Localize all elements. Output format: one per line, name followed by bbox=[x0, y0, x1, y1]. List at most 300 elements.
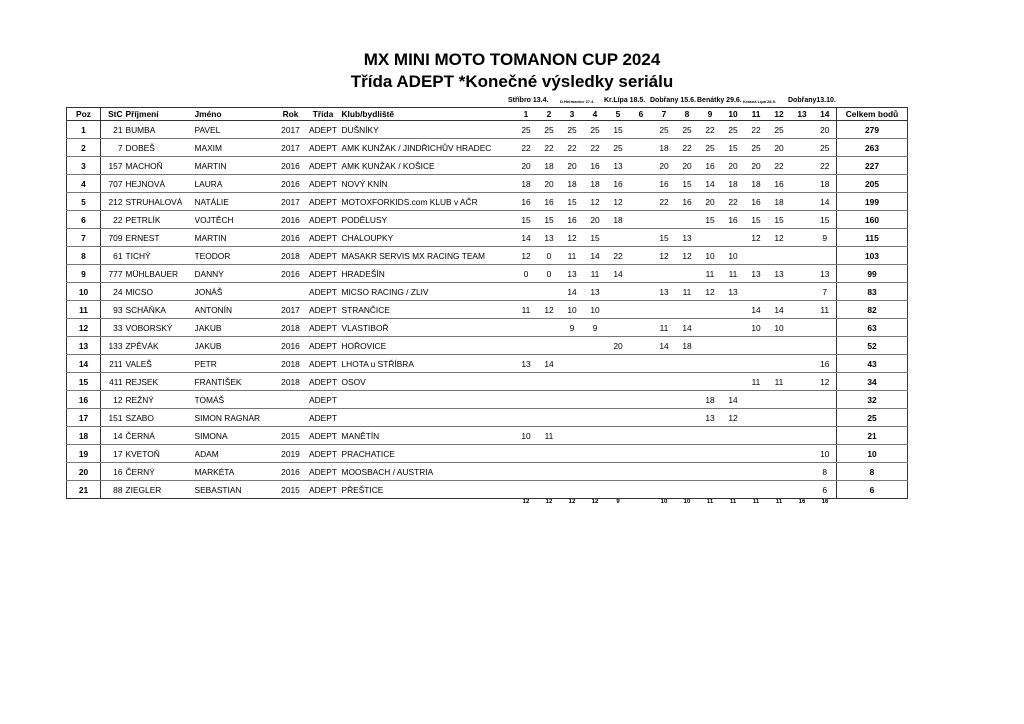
cell-club: HRADEŠÍN bbox=[340, 265, 515, 283]
cell-points bbox=[538, 319, 561, 337]
cell-points bbox=[538, 445, 561, 463]
table-row bbox=[67, 193, 908, 211]
cell-points bbox=[561, 355, 584, 373]
cell-points bbox=[814, 337, 837, 355]
cell-points bbox=[791, 391, 814, 409]
cell-count: 16 bbox=[821, 499, 829, 505]
cell-surname: ZPĚVÁK bbox=[123, 337, 195, 355]
cell-points: 18 bbox=[515, 175, 538, 193]
cell-points bbox=[653, 355, 676, 373]
cell-points bbox=[515, 373, 538, 391]
cell-points bbox=[607, 355, 630, 373]
cell-points: 8 bbox=[814, 463, 837, 481]
cell-points bbox=[745, 391, 768, 409]
cell-empty bbox=[275, 499, 307, 512]
cell-points: 18 bbox=[607, 211, 630, 229]
cell-points bbox=[584, 445, 607, 463]
cell-points bbox=[630, 247, 653, 265]
cell-year: 2016 bbox=[275, 337, 307, 355]
cell-class: ADEPT bbox=[307, 157, 340, 175]
cell-points: 14 bbox=[561, 283, 584, 301]
cell-points bbox=[607, 427, 630, 445]
cell-points: 22 bbox=[538, 139, 561, 157]
table-row bbox=[67, 157, 908, 175]
cell-points: 25 bbox=[676, 121, 699, 139]
cell-points: 20 bbox=[538, 175, 561, 193]
cell-points: 14 bbox=[676, 319, 699, 337]
cell-position: 15 bbox=[67, 373, 101, 391]
cell-year: 2016 bbox=[275, 175, 307, 193]
cell-year: 2017 bbox=[275, 193, 307, 211]
cell-points: 14 bbox=[584, 247, 607, 265]
cell-points bbox=[653, 481, 676, 499]
cell-points bbox=[630, 445, 653, 463]
cell-points: 18 bbox=[538, 157, 561, 175]
cell-points bbox=[745, 481, 768, 499]
cell-start-number: 709 bbox=[101, 229, 123, 247]
table-row bbox=[67, 337, 908, 355]
cell-total: 21 bbox=[837, 427, 908, 445]
cell-points: 12 bbox=[722, 409, 745, 427]
cell-points: 13 bbox=[699, 409, 722, 427]
cell-club: PODĚLUSY bbox=[340, 211, 515, 229]
cell-name: ADAM bbox=[195, 445, 275, 463]
cell-class: ADEPT bbox=[307, 445, 340, 463]
cell-class: ADEPT bbox=[307, 175, 340, 193]
cell-points: 14 bbox=[745, 301, 768, 319]
cell-name: PETR bbox=[195, 355, 275, 373]
cell-total: 99 bbox=[837, 265, 908, 283]
cell-year: 2019 bbox=[275, 445, 307, 463]
cell-points: 13 bbox=[653, 283, 676, 301]
cell-points: 11 bbox=[584, 265, 607, 283]
cell-points bbox=[676, 301, 699, 319]
cell-points bbox=[768, 355, 791, 373]
cell-points: 11 bbox=[538, 427, 561, 445]
cell-points bbox=[630, 373, 653, 391]
cell-points: 25 bbox=[699, 139, 722, 157]
cell-class: ADEPT bbox=[307, 463, 340, 481]
cell-club: MICSO RACING / ZLIV bbox=[340, 283, 515, 301]
cell-points bbox=[699, 445, 722, 463]
cell-points bbox=[722, 337, 745, 355]
cell-year: 2016 bbox=[275, 229, 307, 247]
table-row bbox=[67, 139, 908, 157]
cell-points bbox=[768, 481, 791, 499]
cell-points bbox=[653, 445, 676, 463]
cell-points: 12 bbox=[584, 193, 607, 211]
cell-total: 227 bbox=[837, 157, 908, 175]
cell-points bbox=[607, 481, 630, 499]
cell-points bbox=[699, 337, 722, 355]
cell-year: 2018 bbox=[275, 247, 307, 265]
cell-points bbox=[699, 373, 722, 391]
cell-points bbox=[630, 229, 653, 247]
cell-points: 16 bbox=[561, 211, 584, 229]
cell-points: 14 bbox=[653, 337, 676, 355]
cell-points bbox=[607, 391, 630, 409]
header-class: Třída bbox=[307, 108, 340, 121]
header-total: Celkem bodů bbox=[837, 108, 908, 121]
cell-total: 205 bbox=[837, 175, 908, 193]
cell-name: MAXIM bbox=[195, 139, 275, 157]
cell-points bbox=[791, 373, 814, 391]
cell-points bbox=[515, 409, 538, 427]
cell-points: 14 bbox=[814, 193, 837, 211]
page-subtitle: Třída ADEPT *Konečné výsledky seriálu bbox=[350, 72, 674, 91]
cell-points bbox=[768, 463, 791, 481]
cell-points: 15 bbox=[768, 211, 791, 229]
cell-points: 10 bbox=[814, 445, 837, 463]
cell-points: 15 bbox=[699, 211, 722, 229]
cell-total: 82 bbox=[837, 301, 908, 319]
cell-total: 10 bbox=[837, 445, 908, 463]
cell-surname: SCHÄŇKA bbox=[123, 301, 195, 319]
cell-points: 15 bbox=[722, 139, 745, 157]
cell-name: JAKUB bbox=[195, 319, 275, 337]
cell-points: 14 bbox=[538, 355, 561, 373]
cell-points bbox=[653, 265, 676, 283]
cell-year: 2016 bbox=[275, 463, 307, 481]
cell-club: OSOV bbox=[340, 373, 515, 391]
cell-points bbox=[676, 427, 699, 445]
cell-points bbox=[791, 481, 814, 499]
cell-points: 0 bbox=[538, 265, 561, 283]
cell-points bbox=[607, 445, 630, 463]
cell-points bbox=[791, 355, 814, 373]
cell-points bbox=[768, 337, 791, 355]
cell-points: 18 bbox=[768, 193, 791, 211]
cell-surname: ČERNÁ bbox=[123, 427, 195, 445]
cell-year: 2016 bbox=[275, 157, 307, 175]
cell-empty bbox=[195, 499, 275, 512]
cell-points bbox=[653, 373, 676, 391]
cell-points bbox=[745, 409, 768, 427]
cell-start-number: 17 bbox=[101, 445, 123, 463]
cell-points: 18 bbox=[653, 139, 676, 157]
cell-points bbox=[607, 409, 630, 427]
cell-year bbox=[275, 391, 307, 409]
cell-start-number: 93 bbox=[101, 301, 123, 319]
cell-club: VLASTIBOŘ bbox=[340, 319, 515, 337]
header-stc: StC bbox=[101, 108, 123, 121]
table-row bbox=[67, 319, 908, 337]
cell-name: MARTIN bbox=[195, 229, 275, 247]
cell-points: 20 bbox=[699, 193, 722, 211]
results-table bbox=[66, 107, 908, 511]
cell-points bbox=[561, 445, 584, 463]
header-race: 1 bbox=[515, 108, 538, 121]
cell-class: ADEPT bbox=[307, 139, 340, 157]
cell-points bbox=[584, 391, 607, 409]
cell-name: VOJTĚCH bbox=[195, 211, 275, 229]
table-row bbox=[67, 211, 908, 229]
cell-name: SIMONA bbox=[195, 427, 275, 445]
cell-points bbox=[791, 463, 814, 481]
cell-points: 18 bbox=[814, 175, 837, 193]
table-row bbox=[67, 229, 908, 247]
cell-surname: REŽNÝ bbox=[123, 391, 195, 409]
cell-points: 11 bbox=[515, 301, 538, 319]
cell-points bbox=[607, 319, 630, 337]
cell-count bbox=[630, 499, 653, 512]
cell-points: 9 bbox=[584, 319, 607, 337]
cell-points bbox=[676, 391, 699, 409]
cell-total: 83 bbox=[837, 283, 908, 301]
cell-position: 3 bbox=[67, 157, 101, 175]
cell-points bbox=[699, 229, 722, 247]
cell-points bbox=[676, 463, 699, 481]
cell-class: ADEPT bbox=[307, 319, 340, 337]
cell-surname: VOBORSKÝ bbox=[123, 319, 195, 337]
cell-points bbox=[630, 301, 653, 319]
cell-points: 9 bbox=[561, 319, 584, 337]
cell-class: ADEPT bbox=[307, 283, 340, 301]
cell-points bbox=[515, 391, 538, 409]
cell-points: 14 bbox=[768, 301, 791, 319]
cell-count: 9 bbox=[616, 499, 620, 505]
header-race: 9 bbox=[699, 108, 722, 121]
cell-points bbox=[561, 427, 584, 445]
cell-year: 2018 bbox=[275, 319, 307, 337]
cell-points: 20 bbox=[768, 139, 791, 157]
cell-position: 20 bbox=[67, 463, 101, 481]
cell-points bbox=[561, 391, 584, 409]
cell-points: 16 bbox=[814, 355, 837, 373]
cell-total: 103 bbox=[837, 247, 908, 265]
event-label: Stříbro 13.4. bbox=[508, 97, 549, 104]
cell-points bbox=[630, 283, 653, 301]
page-title: MX MINI MOTO TOMANON CUP 2024 bbox=[363, 50, 661, 69]
cell-points bbox=[584, 427, 607, 445]
cell-points: 22 bbox=[699, 121, 722, 139]
cell-points: 13 bbox=[538, 229, 561, 247]
event-label: Dobřany 15.6. bbox=[650, 97, 696, 104]
cell-points bbox=[768, 391, 791, 409]
cell-points: 9 bbox=[814, 229, 837, 247]
cell-class: ADEPT bbox=[307, 427, 340, 445]
cell-year: 2017 bbox=[275, 121, 307, 139]
cell-points bbox=[607, 229, 630, 247]
cell-points bbox=[791, 265, 814, 283]
cell-points: 10 bbox=[515, 427, 538, 445]
cell-points bbox=[676, 373, 699, 391]
cell-points bbox=[791, 445, 814, 463]
cell-points: 10 bbox=[561, 301, 584, 319]
cell-points: 20 bbox=[607, 337, 630, 355]
cell-points bbox=[699, 301, 722, 319]
cell-points: 18 bbox=[699, 391, 722, 409]
cell-points: 20 bbox=[814, 121, 837, 139]
cell-name: JAKUB bbox=[195, 337, 275, 355]
cell-points: 14 bbox=[515, 229, 538, 247]
header-year: Rok bbox=[275, 108, 307, 121]
cell-points: 15 bbox=[745, 211, 768, 229]
cell-points: 10 bbox=[584, 301, 607, 319]
cell-points: 11 bbox=[676, 283, 699, 301]
cell-points bbox=[630, 211, 653, 229]
cell-points: 25 bbox=[607, 139, 630, 157]
cell-points: 16 bbox=[722, 211, 745, 229]
cell-points bbox=[630, 193, 653, 211]
cell-points: 13 bbox=[676, 229, 699, 247]
cell-start-number: 7 bbox=[101, 139, 123, 157]
table-row bbox=[67, 355, 908, 373]
cell-class: ADEPT bbox=[307, 355, 340, 373]
cell-class: ADEPT bbox=[307, 121, 340, 139]
cell-club: MANĚTÍN bbox=[340, 427, 515, 445]
cell-class: ADEPT bbox=[307, 211, 340, 229]
table-row bbox=[67, 409, 908, 427]
cell-points: 13 bbox=[515, 355, 538, 373]
header-race: 3 bbox=[561, 108, 584, 121]
cell-points bbox=[722, 445, 745, 463]
cell-points bbox=[630, 337, 653, 355]
event-label: D.Heřmanice 27.4. bbox=[560, 99, 595, 104]
cell-points: 25 bbox=[538, 121, 561, 139]
cell-points bbox=[791, 193, 814, 211]
header-row bbox=[67, 108, 908, 121]
cell-points: 12 bbox=[538, 301, 561, 319]
cell-count: 11 bbox=[775, 499, 783, 505]
cell-points bbox=[584, 355, 607, 373]
cell-points bbox=[630, 265, 653, 283]
cell-position: 5 bbox=[67, 193, 101, 211]
cell-points bbox=[630, 319, 653, 337]
cell-points bbox=[814, 247, 837, 265]
cell-points: 13 bbox=[561, 265, 584, 283]
header-race: 7 bbox=[653, 108, 676, 121]
cell-name: MARTIN bbox=[195, 157, 275, 175]
cell-club: HOŘOVICE bbox=[340, 337, 515, 355]
event-label: Kr.Lípa 18.5. bbox=[604, 97, 646, 104]
cell-count: 12 bbox=[568, 499, 576, 505]
cell-points: 12 bbox=[768, 229, 791, 247]
cell-surname: DOBEŠ bbox=[123, 139, 195, 157]
cell-count: 11 bbox=[752, 499, 760, 505]
header-race: 5 bbox=[607, 108, 630, 121]
cell-points bbox=[630, 391, 653, 409]
cell-count: 10 bbox=[660, 499, 668, 505]
cell-points: 11 bbox=[768, 373, 791, 391]
cell-points bbox=[768, 445, 791, 463]
cell-points: 25 bbox=[653, 121, 676, 139]
event-label: Krásná Lípa 28.9. bbox=[743, 99, 776, 104]
cell-points bbox=[538, 409, 561, 427]
cell-points: 22 bbox=[515, 139, 538, 157]
cell-count: 11 bbox=[706, 499, 714, 505]
table-row bbox=[67, 391, 908, 409]
cell-club bbox=[340, 391, 515, 409]
cell-empty bbox=[123, 499, 195, 512]
cell-points bbox=[745, 337, 768, 355]
cell-points: 0 bbox=[538, 247, 561, 265]
cell-name: SEBASTIAN bbox=[195, 481, 275, 499]
cell-points bbox=[538, 283, 561, 301]
cell-empty bbox=[340, 499, 515, 512]
cell-count: 11 bbox=[729, 499, 737, 505]
cell-points bbox=[699, 481, 722, 499]
event-label: Dobřany13.10. bbox=[788, 97, 836, 104]
cell-points bbox=[515, 283, 538, 301]
cell-start-number: 211 bbox=[101, 355, 123, 373]
cell-points bbox=[791, 157, 814, 175]
cell-points: 10 bbox=[768, 319, 791, 337]
cell-points bbox=[791, 229, 814, 247]
cell-points: 25 bbox=[814, 139, 837, 157]
table-row bbox=[67, 175, 908, 193]
cell-surname: BUMBA bbox=[123, 121, 195, 139]
cell-surname: REJSEK bbox=[123, 373, 195, 391]
cell-points bbox=[630, 409, 653, 427]
cell-points: 16 bbox=[768, 175, 791, 193]
event-label: Benátky 29.6. bbox=[697, 97, 742, 104]
cell-name: DANNY bbox=[195, 265, 275, 283]
cell-year: 2017 bbox=[275, 301, 307, 319]
cell-position: 14 bbox=[67, 355, 101, 373]
cell-points bbox=[630, 139, 653, 157]
cell-club: NOVÝ KNÍN bbox=[340, 175, 515, 193]
cell-total: 52 bbox=[837, 337, 908, 355]
cell-points: 12 bbox=[745, 229, 768, 247]
cell-points: 16 bbox=[515, 193, 538, 211]
cell-points: 22 bbox=[653, 193, 676, 211]
cell-points: 12 bbox=[814, 373, 837, 391]
cell-points bbox=[653, 211, 676, 229]
cell-points bbox=[745, 427, 768, 445]
cell-points: 25 bbox=[584, 121, 607, 139]
cell-points bbox=[538, 391, 561, 409]
cell-surname: MACHOŇ bbox=[123, 157, 195, 175]
cell-points bbox=[699, 355, 722, 373]
cell-points: 15 bbox=[538, 211, 561, 229]
cell-start-number: 777 bbox=[101, 265, 123, 283]
cell-points bbox=[653, 463, 676, 481]
cell-points: 22 bbox=[584, 139, 607, 157]
cell-points bbox=[515, 463, 538, 481]
cell-count: 16 bbox=[798, 499, 806, 505]
header-race: 14 bbox=[814, 108, 837, 121]
cell-total: 8 bbox=[837, 463, 908, 481]
cell-points: 12 bbox=[653, 247, 676, 265]
cell-position: 9 bbox=[67, 265, 101, 283]
cell-surname: MÜHLBAUER bbox=[123, 265, 195, 283]
cell-points bbox=[791, 301, 814, 319]
cell-start-number: 212 bbox=[101, 193, 123, 211]
cell-club: MOOSBACH / AUSTRIA bbox=[340, 463, 515, 481]
cell-points: 20 bbox=[515, 157, 538, 175]
cell-class: ADEPT bbox=[307, 193, 340, 211]
cell-points: 6 bbox=[814, 481, 837, 499]
cell-points bbox=[722, 373, 745, 391]
cell-position: 4 bbox=[67, 175, 101, 193]
cell-name: ANTONÍN bbox=[195, 301, 275, 319]
cell-points bbox=[814, 319, 837, 337]
cell-points: 13 bbox=[607, 157, 630, 175]
cell-class: ADEPT bbox=[307, 481, 340, 499]
cell-class: ADEPT bbox=[307, 337, 340, 355]
cell-surname: KVETOŇ bbox=[123, 445, 195, 463]
table-row bbox=[67, 265, 908, 283]
cell-empty bbox=[837, 499, 908, 512]
cell-points: 22 bbox=[561, 139, 584, 157]
cell-points: 20 bbox=[722, 157, 745, 175]
cell-club: STRANČICE bbox=[340, 301, 515, 319]
cell-points: 0 bbox=[515, 265, 538, 283]
cell-points bbox=[791, 283, 814, 301]
cell-total: 6 bbox=[837, 481, 908, 499]
cell-surname: SZABO bbox=[123, 409, 195, 427]
